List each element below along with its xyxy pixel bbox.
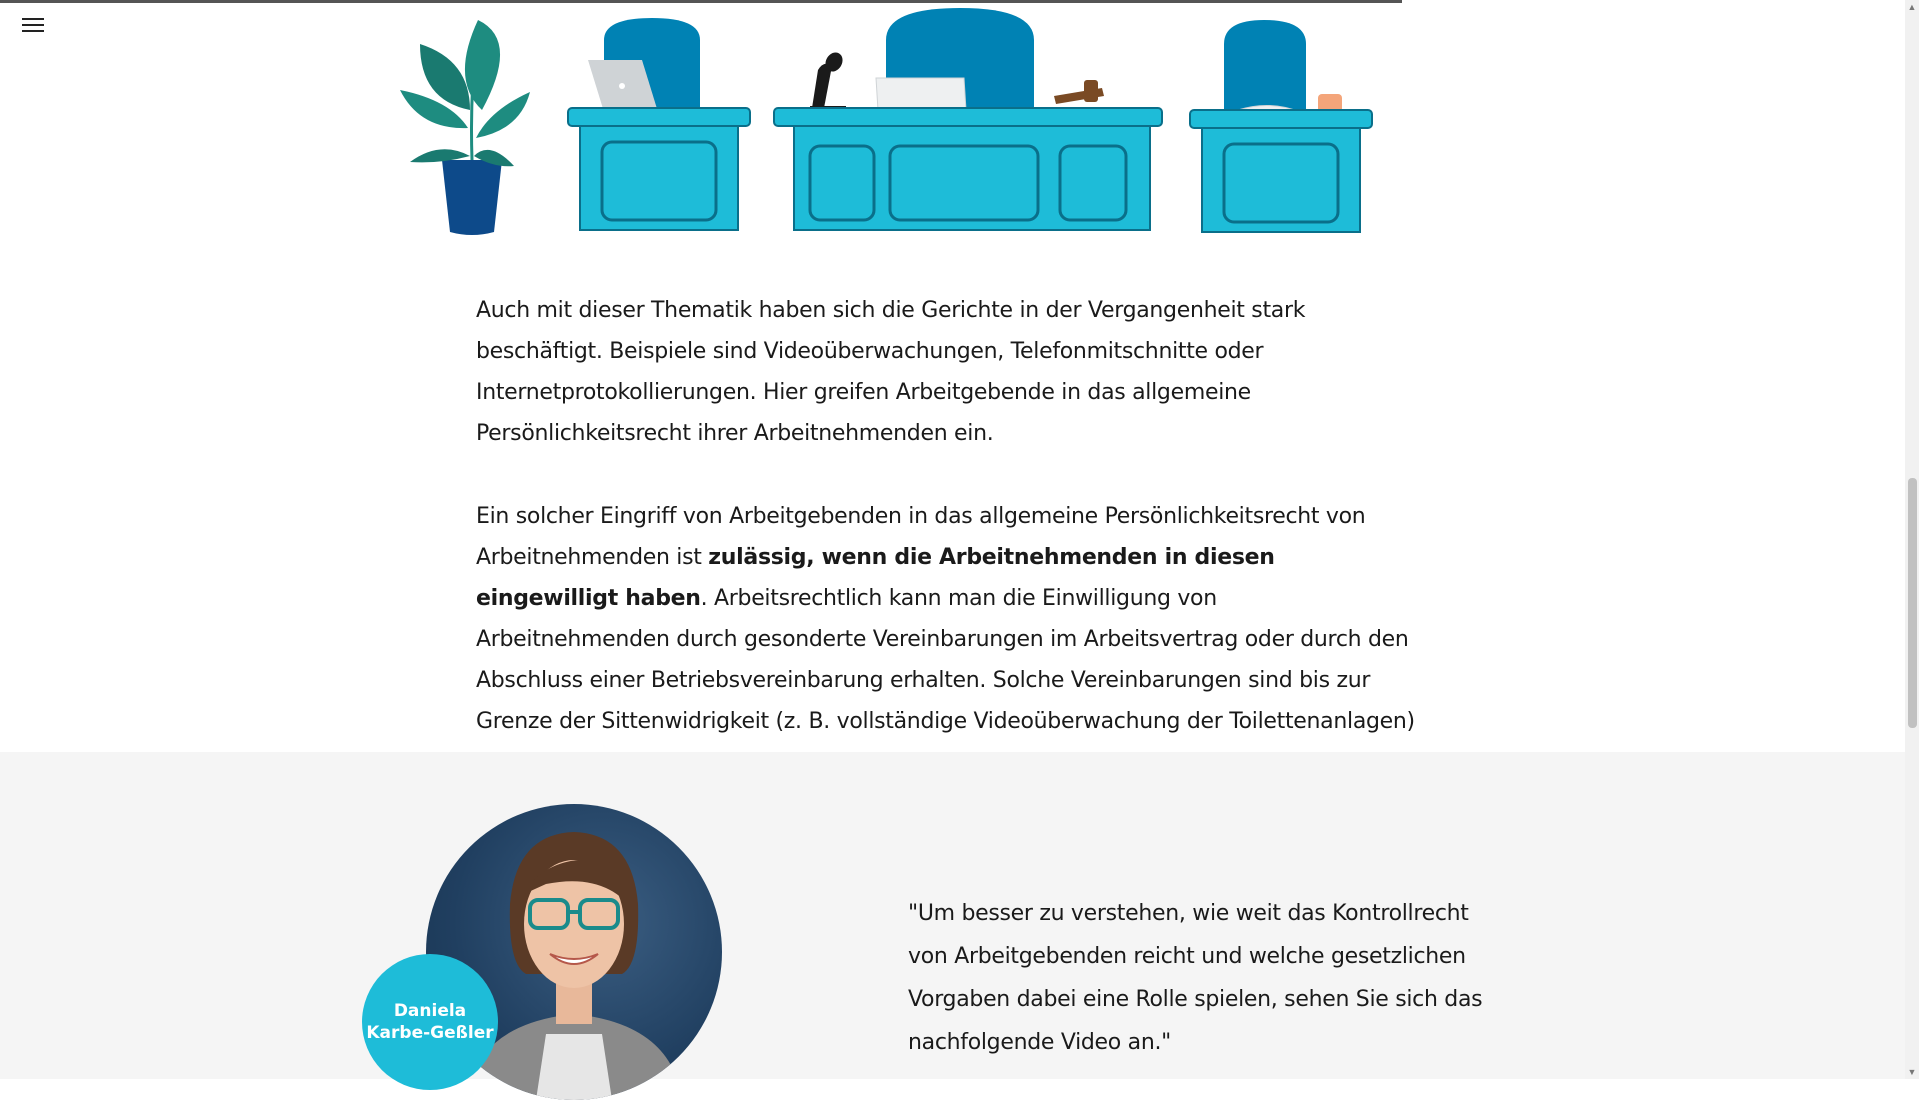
paragraph-2-text-end: . Arbeitsrechtlich kann man die Einwilligung von Arbeitnehmenden durch gesonderte Vereinbarungen im Arbeitsvertrag oder durch den Abschluss einer Betriebsvereinbarung erhalten. Solche Vereinbarungen sind bis zur Grenze der Sittenwidrigkeit (z. B. vollständige Videoüberwachung der Toilettenanlagen) — [476, 586, 1415, 734]
speaker-name-badge — [362, 954, 498, 1090]
right-desk-icon — [1190, 20, 1372, 232]
judge-bench-icon — [774, 8, 1162, 230]
speaker-quote: "Um besser zu verstehen, wie weit das Kontrollrecht von Arbeitgebenden reicht und welche gesetzlichen Vorgaben dabei eine Rolle spielen, sehen Sie sich das nachfolgende Video an." — [908, 901, 1483, 1055]
vertical-scrollbar[interactable] — [1905, 0, 1919, 1079]
paragraph-2-bold-text: zulässig, wenn die Arbeitnehmenden in diesen eingewilligt haben — [476, 545, 1275, 611]
left-desk-icon — [568, 18, 750, 230]
scroll-up-arrow-icon[interactable]: ▲ — [1907, 2, 1917, 12]
article-body — [476, 290, 1416, 825]
paragraph-2-text-start: Ein solcher Eingriff von Arbeitgebenden in das allgemeine Persönlichkeitsrecht von Arbeitnehmenden ist — [476, 504, 1366, 570]
article-paragraph-2 — [476, 496, 1416, 783]
article-paragraph-1: Auch mit dieser Thematik haben sich die Gerichte in der Vergangenheit stark beschäftigt. Beispiele sind Videoüberwachungen, Telefonmitschnitte oder Internetprotokollierungen. Hier greifen Arbeitgebende in das allgemeine Persönlichkeitsrecht ihrer Arbeitnehmenden ein. — [476, 298, 1306, 446]
scrollbar-thumb[interactable] — [1908, 478, 1917, 728]
hamburger-menu-icon[interactable] — [22, 18, 44, 36]
scroll-down-arrow-icon[interactable]: ▼ — [1907, 1067, 1917, 1077]
speaker-first-name: Daniela — [393, 1001, 467, 1021]
plant-icon — [400, 20, 530, 235]
courtroom-illustration — [390, 0, 1390, 240]
speaker-name — [366, 1000, 493, 1044]
speaker-last-name: Karbe-Geßler — [366, 1023, 494, 1043]
